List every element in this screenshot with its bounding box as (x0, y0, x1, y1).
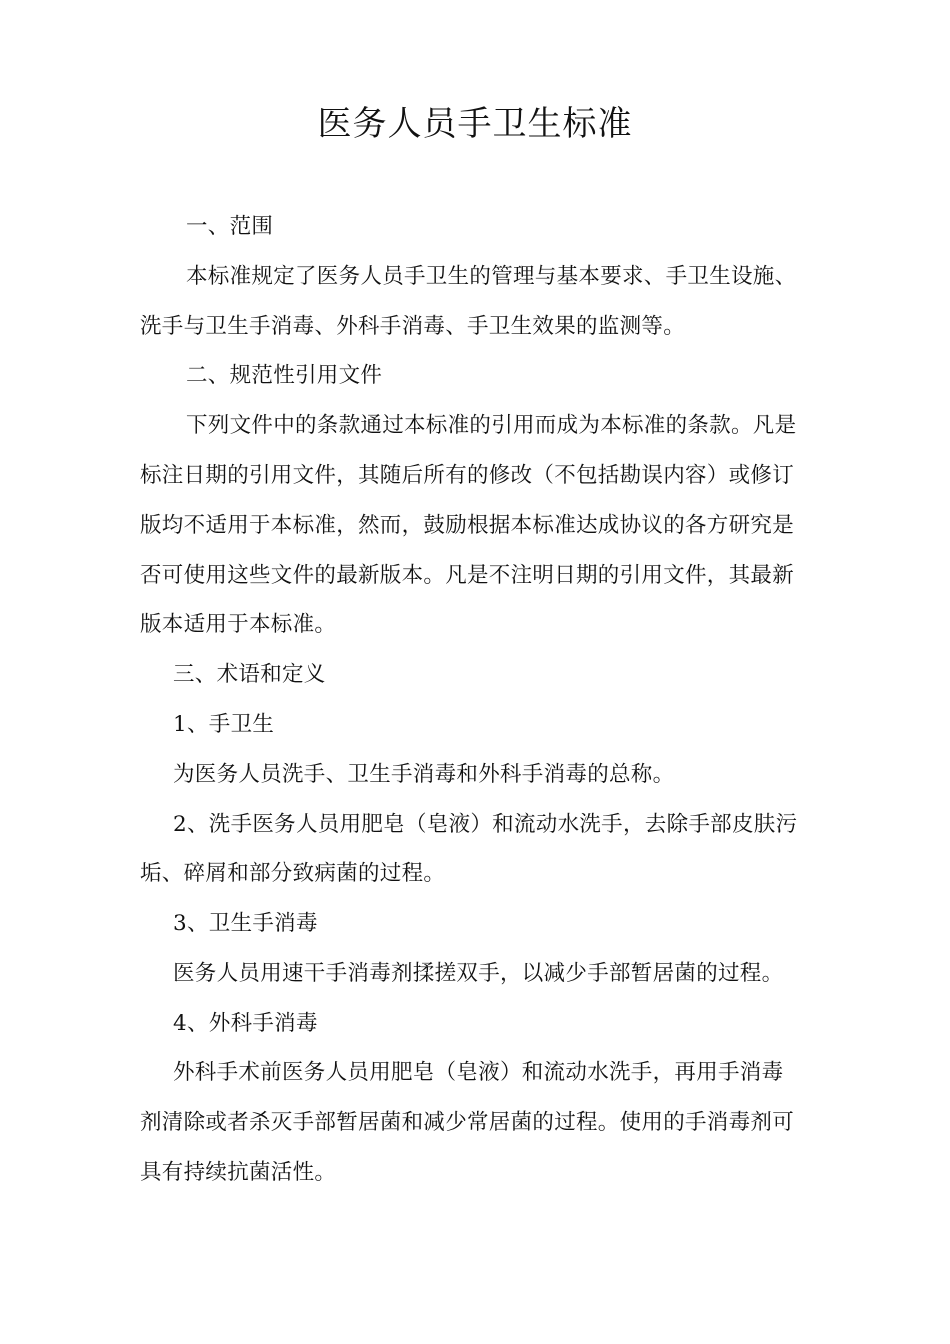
paragraph-line: 垢、碎屑和部分致病菌的过程。 (140, 861, 446, 886)
term-heading: 2、洗手医务人员用肥皂（皂液）和流动水洗手，去除手部皮肤污 (173, 812, 798, 837)
term-heading: 3、卫生手消毒 (173, 911, 318, 936)
paragraph-line: 下列文件中的条款通过本标准的引用而成为本标准的条款。凡是 (186, 413, 797, 438)
paragraph-line: 本标准规定了医务人员手卫生的管理与基本要求、手卫生设施、 (186, 264, 797, 289)
document-title: 医务人员手卫生标准 (317, 104, 633, 144)
term-heading: 1、手卫生 (173, 712, 275, 737)
paragraph-line: 版均不适用于本标准，然而，鼓励根据本标准达成协议的各方研究是 (140, 513, 795, 538)
section-heading-references: 二、规范性引用文件 (186, 363, 383, 388)
paragraph-line: 剂清除或者杀灭手部暂居菌和减少常居菌的过程。使用的手消毒剂可 (140, 1110, 795, 1135)
section-heading-terms: 三、术语和定义 (173, 662, 326, 687)
paragraph-line: 否可使用这些文件的最新版本。凡是不注明日期的引用文件，其最新 (140, 563, 795, 588)
paragraph-line: 洗手与卫生手消毒、外科手消毒、手卫生效果的监测等。 (140, 314, 686, 339)
paragraph-line: 医务人员用速干手消毒剂揉搓双手，以减少手部暂居菌的过程。 (173, 961, 784, 986)
paragraph-line: 版本适用于本标准。 (140, 612, 337, 637)
paragraph-line: 为医务人员洗手、卫生手消毒和外科手消毒的总称。 (173, 762, 675, 787)
paragraph-line: 具有持续抗菌活性。 (140, 1160, 337, 1185)
paragraph-line: 标注日期的引用文件，其随后所有的修改（不包括勘误内容）或修订 (140, 463, 795, 488)
section-heading-scope: 一、范围 (186, 214, 274, 239)
paragraph-line: 外科手术前医务人员用肥皂（皂液）和流动水洗手，再用手消毒 (173, 1060, 784, 1085)
term-heading: 4、外科手消毒 (173, 1011, 318, 1036)
